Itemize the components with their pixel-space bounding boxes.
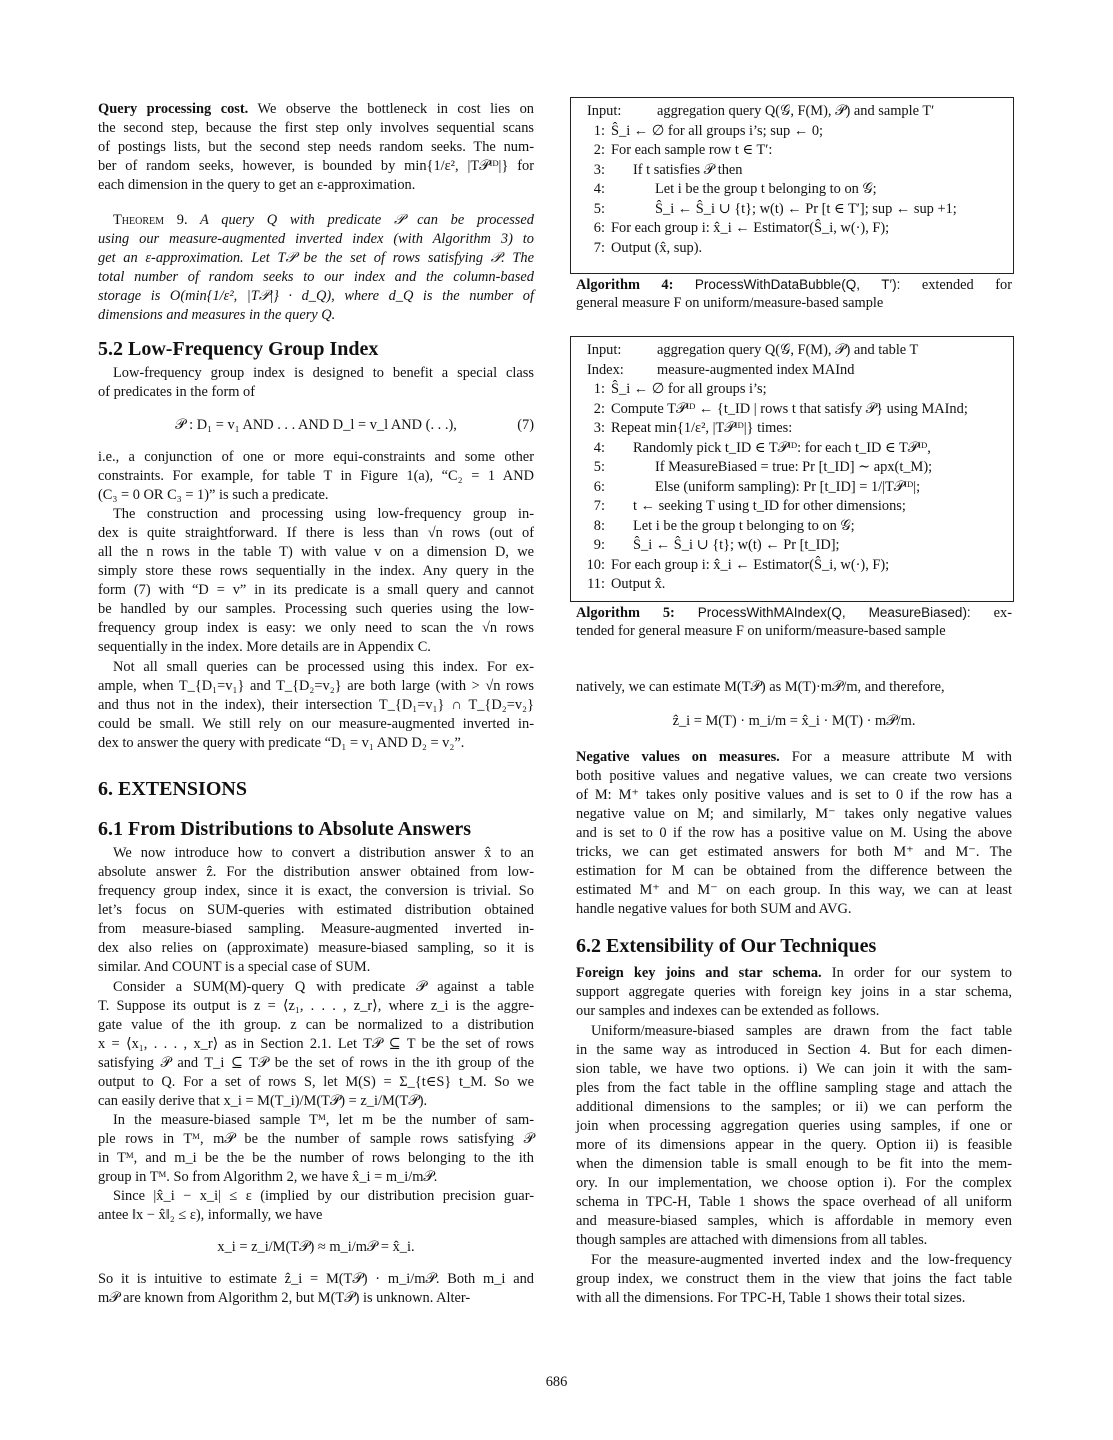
line-text: join when processing aggregation queries using samples, if one or [576, 1118, 1012, 1134]
text-line [98, 939, 534, 958]
algorithm-step [579, 575, 1013, 595]
text-line [98, 958, 534, 977]
line-text: Uniform/measure-biased samples are drawn from the fact table [591, 1023, 1012, 1039]
text-line [98, 863, 534, 882]
text-line [98, 619, 534, 638]
caption-text: extended for [921, 277, 1012, 293]
text-line [98, 1149, 534, 1168]
step-text: Ŝ_i ← Ŝ_i ∪ {t}; w(t) ← Pr [t ∈ T′]; sup ← sup +1; [655, 200, 957, 217]
text-line [98, 844, 534, 863]
step-number: 11: [587, 576, 605, 592]
equation-7-number: (7) [517, 417, 534, 433]
line-text: and thus not in the index), their intersection T_{D₁=v₁} ∩ T_{D₂=v₂} [98, 697, 534, 713]
step-text: Randomly pick t_ID ∈ T𝒫ᴵᴰ: for each t_ID ∈ T𝒫ᴵᴰ, [633, 439, 931, 456]
algorithm-step [579, 556, 1013, 576]
algorithm-input-label: Input: [587, 342, 622, 358]
line-text: be handled by our samples. Processing such queries using the low- [98, 601, 534, 617]
text-line [576, 824, 1012, 843]
text-line [576, 1289, 1012, 1308]
line-text: with all the dimensions. For TPC-H, Table 1 shows their total sizes. [576, 1290, 966, 1306]
text-line [98, 1168, 534, 1187]
page-number: 686 [545, 1374, 568, 1390]
text-line [576, 843, 1012, 862]
step-text: Ŝ_i ← Ŝ_i ∪ {t}; w(t) ← Pr [t_ID]; [633, 537, 840, 553]
line-text: In the measure-biased sample Tᴹ, let m be the number of sam- [113, 1112, 534, 1128]
text-line [98, 524, 534, 543]
step-number: 5: [593, 200, 605, 217]
line-text: more of its dimensions appear in the query. Option ii) is feasible [576, 1137, 1012, 1153]
paragraph-convert-intro [98, 844, 534, 977]
step-number: 6: [593, 478, 605, 495]
line-text: gate value of the ith group. z can be normalized to a distribution [98, 1017, 534, 1033]
line-text: antee ‖x − x̂‖₂ ≤ ε), informally, we have [98, 1207, 323, 1223]
step-number: 3: [593, 161, 605, 178]
text-line [98, 467, 534, 486]
text-line [98, 638, 534, 657]
line-text: our samples and indexes can be extended as follows. [576, 1003, 880, 1019]
line-text: (C₃ = 0 OR C₃ = 1)” is such a predicate. [98, 487, 329, 503]
text-line [98, 100, 534, 119]
line-text: group in Tᴹ. So from Algorithm 2, we have x̂_i = m_i/m𝒫. [98, 1169, 438, 1185]
line-text: negative value on M; and similarly, M⁻ takes only negative values [576, 806, 1012, 822]
line-text: sequentially in the index. More details are in Appendix C. [98, 639, 431, 655]
line-text: of M: M⁺ takes only positive values and is set to 0 if the row has a [576, 787, 1012, 803]
line-text: total number of random seeks to our index and the column-based [98, 269, 534, 285]
text-line [98, 1187, 534, 1206]
caption-label: Algorithm 4: [576, 277, 674, 293]
line-text: when the dimension table is small enough to be fit into the mem- [576, 1156, 1012, 1172]
step-text: t ← seeking T using t_ID for other dimensions; [633, 498, 906, 514]
text-line [98, 1130, 534, 1149]
step-number: 7: [593, 239, 605, 256]
line-text: get an ε-approximation. Let T𝒫 be the set of rows satisfying 𝒫. The [98, 250, 534, 266]
algorithm-step [579, 380, 1013, 400]
section-heading-6: 6. EXTENSIONS [98, 778, 247, 800]
text-line [98, 119, 534, 138]
paragraph-foreign-key [576, 964, 1012, 1021]
step-text: Let i be the group t belonging to on 𝒢; [655, 181, 877, 197]
line-text: T. Suppose its output is z = ⟨z₁, . . . , z_r⟩, where z_i is the aggre- [98, 998, 534, 1014]
line-text: storage is O(min{1/ε², |T𝒫|} · d_Q), where d_Q is the number of [98, 288, 534, 304]
step-number: 4: [593, 181, 605, 197]
text-line [98, 1073, 534, 1092]
section-heading-5-2: 5.2 Low-Frequency Group Index [98, 338, 379, 360]
step-number: 5: [593, 459, 605, 475]
paragraph-construction [98, 505, 534, 657]
step-text: Else (uniform sampling): Pr [t_ID] = 1/|T𝒫ᴵᴰ|; [655, 478, 921, 495]
line-text: could be small. We still rely on our measure-augmented inverted in- [98, 716, 534, 732]
step-text: Repeat min{1/ε², |T𝒫ᴵᴰ|} times: [611, 420, 793, 436]
paragraph-query-processing-cost [98, 100, 534, 195]
lead-in: Negative values on measures. [576, 749, 780, 765]
text-line [98, 901, 534, 920]
step-text: If MeasureBiased = true: Pr [t_ID] ∼ apx(t_M); [655, 459, 933, 475]
text-line [98, 696, 534, 715]
caption-text: ex- [993, 605, 1012, 621]
text-line [576, 748, 1012, 767]
paragraph-low-frequency-intro [98, 364, 534, 402]
text-line [576, 1022, 1012, 1041]
line-text: let’s focus on SUM-queries with estimated distribution obtained [98, 902, 534, 918]
line-text: sion table, we have two options. i) We can join it with the sam- [576, 1061, 1012, 1077]
algorithm-step [579, 458, 1013, 478]
paragraph-since [98, 1187, 534, 1225]
line-text: the second step, because the first step only involves sequential scans [98, 120, 534, 136]
paragraph-ie [98, 448, 534, 505]
line-text: x = ⟨x₁, . . . , x_r⟩ as in Section 2.1. Let T𝒫 ⊆ T be the set of rows [98, 1036, 534, 1052]
algorithm-index-label: Index: [587, 361, 624, 378]
algorithm-step [579, 219, 1013, 239]
text-line [98, 364, 534, 383]
theorem-9 [98, 211, 534, 325]
lead-in: Query processing cost. [98, 101, 249, 117]
equation-z: ẑ_i = M(T) · m_i/m = x̂_i · M(T) · m𝒫/m. [672, 713, 916, 729]
text-line [576, 1270, 1012, 1289]
line-text: all the n rows in the table T) with value v on a dimension D, we [98, 544, 534, 560]
equation-7-body: 𝒫 : D₁ = v₁ AND . . . AND D_l = v_l AND (. . .), [175, 417, 457, 433]
line-text: can easily derive that x_i = M(T_i)/M(T𝒫) = z_i/M(T𝒫). [98, 1093, 428, 1109]
text-line [576, 1174, 1012, 1193]
caption-algorithm-name: ProcessWithMAIndex(Q, MeasureBiased): [697, 605, 971, 620]
caption-algorithm-name: ProcessWithDataBubble(Q, T′): [694, 277, 901, 292]
line-text: We now introduce how to convert a distribution answer x̂ to an [113, 845, 534, 861]
paragraph-measure-augmented [576, 1251, 1012, 1308]
text-line [98, 600, 534, 619]
text-line [98, 138, 534, 157]
line-text: form (7) with “D = v” in its predicate is a small query and cannot [98, 582, 534, 598]
step-text: For each sample row t ∈ T′: [611, 142, 773, 158]
paragraph-intuitive-estimate [98, 1270, 534, 1308]
algorithm-input [579, 341, 1013, 361]
step-number: 10: [586, 556, 605, 573]
text-line [576, 786, 1012, 805]
paragraph-natively [576, 678, 1012, 697]
text-line [576, 1041, 1012, 1060]
text-line [576, 1212, 1012, 1231]
text-line [98, 581, 534, 600]
step-number: 9: [593, 537, 605, 553]
algorithm-step [579, 239, 1013, 259]
line-text: simply store these rows sequentially in the index. Any query in the [98, 563, 534, 579]
line-text: For a measure attribute M with [779, 749, 1012, 765]
paragraph-consider [98, 978, 534, 1111]
step-text: Ŝ_i ← ∅ for all groups i’s; sup ← 0; [611, 122, 824, 139]
line-text: both positive values and negative values, we can create two versions [576, 768, 1012, 784]
line-text: ory. In our implementation, we choose option i). For the complex [576, 1175, 1012, 1191]
line-text: output to Q. For a set of rows S, let M(S) = Σ_{t∈S} t_M. So we [98, 1074, 534, 1090]
line-text: ample, when T_{D₁=v₁} and T_{D₂=v₂} are both large (with > √n rows [98, 678, 534, 694]
line-text: ple rows in Tᴹ, m𝒫 be the number of sample rows satisfying 𝒫 [98, 1131, 534, 1147]
line-text: So it is intuitive to estimate ẑ_i = M(T𝒫) · m_i/m𝒫. Both m_i and [98, 1271, 534, 1287]
text-line [576, 1098, 1012, 1117]
line-text: dex to answer the query with predicate “D₁ = v₁ AND D₂ = v₂”. [98, 735, 465, 751]
line-text: in the same way as introduced in Section 4. But for each dimen- [576, 1042, 1012, 1058]
line-text: m𝒫 are known from Algorithm 2, but M(T𝒫) is unknown. Alter- [98, 1290, 471, 1306]
line-text: We observe the bottleneck in cost lies on [248, 101, 535, 117]
line-text: For the measure-augmented inverted index and the low-frequency [591, 1252, 1012, 1268]
step-text: For each group i: x̂_i ← Estimator(Ŝ_i, w(·), F); [611, 220, 890, 236]
text-line [98, 882, 534, 901]
line-text: and measure-biased samples, which is affordable in memory even [576, 1213, 1012, 1229]
paragraph-measure-biased [98, 1111, 534, 1187]
text-line [98, 157, 534, 176]
algorithm-4-caption [576, 275, 1012, 313]
algorithm-index [579, 361, 1013, 381]
line-text: i.e., a conjunction of one or more equi-constraints and some other [98, 449, 534, 465]
line-text: absolute answer ẑ. For the distribution answer obtained from low- [98, 864, 534, 880]
line-text: group index, we construct them in the view that joins the fact table [576, 1271, 1012, 1287]
line-text: dex also relies on (approximate) measure-biased sampling, so it is [98, 940, 534, 956]
line-text: in Tᴹ, and m_i be the be the number of rows belonging to the ith [98, 1150, 534, 1166]
text-line [576, 1060, 1012, 1079]
text-line [98, 715, 534, 734]
text-line [98, 978, 534, 997]
step-number: 3: [593, 420, 605, 436]
text-line [98, 997, 534, 1016]
text-line [576, 983, 1012, 1002]
step-number: 2: [593, 400, 605, 417]
text-line [98, 448, 534, 467]
text-line [576, 678, 1012, 697]
algorithm-step [579, 122, 1013, 142]
text-line [98, 505, 534, 524]
text-line [98, 249, 534, 268]
caption-line-2: tended for general measure F on uniform/measure-based sample [576, 623, 946, 639]
text-line [98, 562, 534, 581]
step-text: Let i be the group t belonging to on 𝒢; [633, 517, 855, 534]
text-line [576, 1002, 1012, 1021]
algorithm-step [579, 161, 1013, 181]
algorithm-5-box [570, 336, 1014, 602]
line-text: A query Q with predicate 𝒫 can be processed [187, 212, 534, 228]
line-text: similar. And COUNT is a special case of SUM. [98, 959, 371, 975]
text-line [576, 881, 1012, 900]
paragraph-uniform-samples [576, 1022, 1012, 1250]
text-line [576, 964, 1012, 983]
line-text: estimated M⁺ and M⁻ on each group. In this way, we can at least [576, 882, 1012, 898]
text-line [98, 1092, 534, 1111]
text-line [576, 1136, 1012, 1155]
line-text: estimation for M can be obtained from the difference between the [576, 863, 1012, 879]
line-text: though samples are attached with dimensions from all tables. [576, 1232, 928, 1248]
text-line [98, 658, 534, 677]
line-text: support aggregate queries with foreign key joins in a star schema, [576, 984, 1012, 1000]
text-line [98, 1016, 534, 1035]
step-number: 6: [593, 220, 605, 236]
line-text: In order for our system to [821, 965, 1012, 981]
step-number: 8: [593, 517, 605, 534]
algorithm-step [579, 419, 1013, 439]
algorithm-input-text: aggregation query Q(𝒢, F(M), 𝒫) and sample T′ [657, 103, 935, 119]
step-number: 1: [593, 122, 605, 139]
algorithm-step [579, 200, 1013, 220]
paragraph-not-all [98, 658, 534, 753]
step-number: 1: [593, 381, 605, 397]
step-text: Ŝ_i ← ∅ for all groups i’s; [611, 381, 767, 397]
line-text: of postings lists, but the second step needs random seeks. The num- [98, 139, 534, 155]
text-line [98, 920, 534, 939]
algorithm-4-box [570, 97, 1014, 274]
text-line [98, 1206, 534, 1225]
text-line [98, 230, 534, 249]
text-line [576, 1155, 1012, 1174]
text-line [576, 900, 1012, 919]
step-text: For each group i: x̂_i ← Estimator(Ŝ_i, w(·), F); [611, 556, 890, 573]
algorithm-step [579, 478, 1013, 498]
algorithm-step [579, 517, 1013, 537]
text-line [576, 862, 1012, 881]
line-text: schema in TPC-H, Table 1 shows the space overhead of all uniform [576, 1194, 1012, 1210]
line-text: each dimension in the query to get an ε-approximation. [98, 177, 416, 193]
text-line [576, 1193, 1012, 1212]
lead-in: Foreign key joins and star schema. [576, 965, 822, 981]
line-text: ber of random seeks, however, is bounded by min{1/ε², |T𝒫ᴵᴰ|} for [98, 158, 534, 174]
line-text: and is set to 0 if the row has a positive value on M. Using the above [576, 825, 1012, 841]
text-line [98, 176, 534, 195]
text-line [98, 306, 534, 325]
text-line [98, 1035, 534, 1054]
line-text: The construction and processing using low-frequency group in- [113, 506, 534, 522]
text-line [98, 211, 534, 230]
line-text: dex is quite straightforward. If there is less than √n rows (out of [98, 525, 534, 541]
step-text: Output (x̂, sup). [611, 239, 703, 256]
step-number: 4: [593, 439, 605, 456]
algorithm-index-text: measure-augmented index MAInd [657, 361, 855, 378]
algorithm-step [579, 439, 1013, 459]
text-line [98, 734, 534, 753]
algorithm-5-caption [576, 603, 1012, 641]
line-text: frequency group index, since it is exact, the conversion is trivial. So [98, 883, 534, 899]
algorithm-step [579, 536, 1013, 556]
algorithm-input-text: aggregation query Q(𝒢, F(M), 𝒫) and table T [657, 342, 919, 358]
line-text: ples from the fact table in the offline sampling stage and attach the [576, 1080, 1012, 1096]
line-text: natively, we can estimate M(T𝒫) as M(T)·m𝒫/m, and therefore, [576, 679, 945, 695]
line-text: frequency group index is easy: we only need to scan the √n rows [98, 620, 534, 636]
line-text: of predicates in the form of [98, 384, 256, 400]
line-text: satisfying 𝒫 and T_i ⊆ T𝒫 be the set of rows in the ith group of the [98, 1055, 534, 1071]
algorithm-step [579, 400, 1013, 420]
line-text: handle negative values for both SUM and AVG. [576, 901, 852, 917]
line-text: Consider a SUM(M)-query Q with predicate 𝒫 against a table [113, 979, 534, 995]
algorithm-step [579, 180, 1013, 200]
line-text: dimensions and measures in the query Q. [98, 307, 336, 323]
step-text: If t satisfies 𝒫 then [633, 161, 743, 178]
section-heading-6-2: 6.2 Extensibility of Our Techniques [576, 935, 877, 957]
text-line [576, 805, 1012, 824]
text-line [98, 287, 534, 306]
line-text: constraints. For example, for table T in Figure 1(a), “C₂ = 1 AND [98, 468, 534, 484]
line-text: additional dimensions to the samples; or ii) we can perform the [576, 1099, 1012, 1115]
algorithm-step [579, 497, 1013, 517]
line-text: Since |x̂_i − x_i| ≤ ε (implied by our distribution precision guar- [113, 1188, 534, 1204]
text-line [98, 1270, 534, 1289]
caption-label: Algorithm 5: [576, 605, 675, 621]
text-line [98, 1054, 534, 1073]
text-line [576, 1117, 1012, 1136]
text-line [98, 268, 534, 287]
algorithm-input [579, 102, 1013, 122]
line-text: Low-frequency group index is designed to benefit a special class [113, 365, 534, 381]
step-text: Compute T𝒫ᴵᴰ ← {t_ID | rows t that satisfy 𝒫} using MAInd; [611, 400, 968, 417]
section-heading-6-1: 6.1 From Distributions to Absolute Answers [98, 818, 471, 840]
text-line [576, 1079, 1012, 1098]
text-line [98, 383, 534, 402]
paragraph-negative-values [576, 748, 1012, 919]
text-line [576, 1251, 1012, 1270]
step-number: 7: [593, 498, 605, 514]
text-line [98, 543, 534, 562]
line-text: from measure-biased sampling. Measure-augmented inverted in- [98, 921, 534, 937]
line-text: tricks, we can get estimated answers for both M⁺ and M⁻. The [576, 844, 1012, 860]
caption-line-2: general measure F on uniform/measure-based sample [576, 295, 884, 311]
algorithm-input-label: Input: [587, 103, 622, 119]
equation-x: x_i = z_i/M(T𝒫) ≈ m_i/m𝒫 = x̂_i. [217, 1239, 415, 1255]
line-text: using our measure-augmented inverted index (with Algorithm 3) to [98, 231, 534, 247]
algorithm-step [579, 141, 1013, 161]
step-number: 2: [593, 142, 605, 158]
text-line [98, 677, 534, 696]
lead-in: Theorem 9. [113, 212, 188, 228]
step-text: Output x̂. [611, 576, 666, 592]
equation-7 [98, 416, 534, 435]
text-line [98, 1111, 534, 1130]
line-text: Not all small queries can be processed using this index. For ex- [113, 659, 534, 675]
text-line [98, 1289, 534, 1308]
text-line [576, 767, 1012, 786]
text-line [98, 486, 534, 505]
text-line [576, 1231, 1012, 1250]
